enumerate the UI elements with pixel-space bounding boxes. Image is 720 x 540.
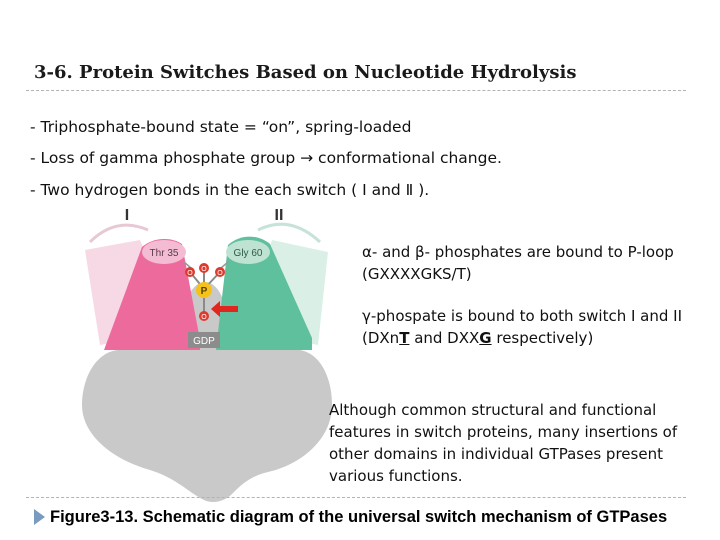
- oxygen-left-label: O: [187, 270, 193, 277]
- oxygen-right-label: O: [217, 270, 223, 277]
- switch-2-motion-arrow: [258, 224, 320, 242]
- oxygen-bridge-label: O: [201, 314, 207, 321]
- switch-2-label: II: [274, 207, 284, 224]
- gdp-label: GDP: [193, 336, 215, 347]
- thr35-label: Thr 35: [149, 248, 179, 259]
- phosphorus-label: P: [200, 286, 208, 297]
- bullet-triphosphate: - Triphosphate-bound state = “on”, spring-loaded: [30, 118, 412, 136]
- note-switch-proteins: Although common structural and functional features in switch proteins, many insertions of other domains in individual GTPases present various functions.: [329, 401, 678, 485]
- caption-divider: [26, 497, 686, 498]
- note-gamma-g: G: [479, 329, 492, 347]
- figure-caption: Figure3-13. Schematic diagram of the universal switch mechanism of GTPases: [50, 508, 668, 526]
- bullet-gamma-phosphate: - Loss of gamma phosphate group → conformational change.: [30, 149, 502, 167]
- gly60-label: Gly 60: [233, 248, 263, 259]
- note-gamma-phosphate: [362, 305, 716, 349]
- switch-1-motion-arrow: [90, 225, 148, 242]
- bullet-hydrogen-bonds: - Two hydrogen bonds in the each switch ( Ⅰ and Ⅱ ).: [30, 181, 430, 199]
- slide-title: 3-6. Protein Switches Based on Nucleotide Hydrolysis: [34, 62, 577, 83]
- note-gamma-text-3: respectively): [491, 329, 594, 347]
- note-p-loop: α- and β- phosphates are bound to P-loop (GXXXXGKS/T): [362, 243, 674, 283]
- oxygen-top-label: O: [201, 266, 207, 273]
- note-gamma-text-1: γ-phospate is bound to both switch I and II (DXn: [362, 307, 683, 347]
- switch-1-label: I: [124, 207, 130, 224]
- note-gamma-t: T: [399, 329, 410, 347]
- note-gamma-text-2: and DXX: [409, 329, 480, 347]
